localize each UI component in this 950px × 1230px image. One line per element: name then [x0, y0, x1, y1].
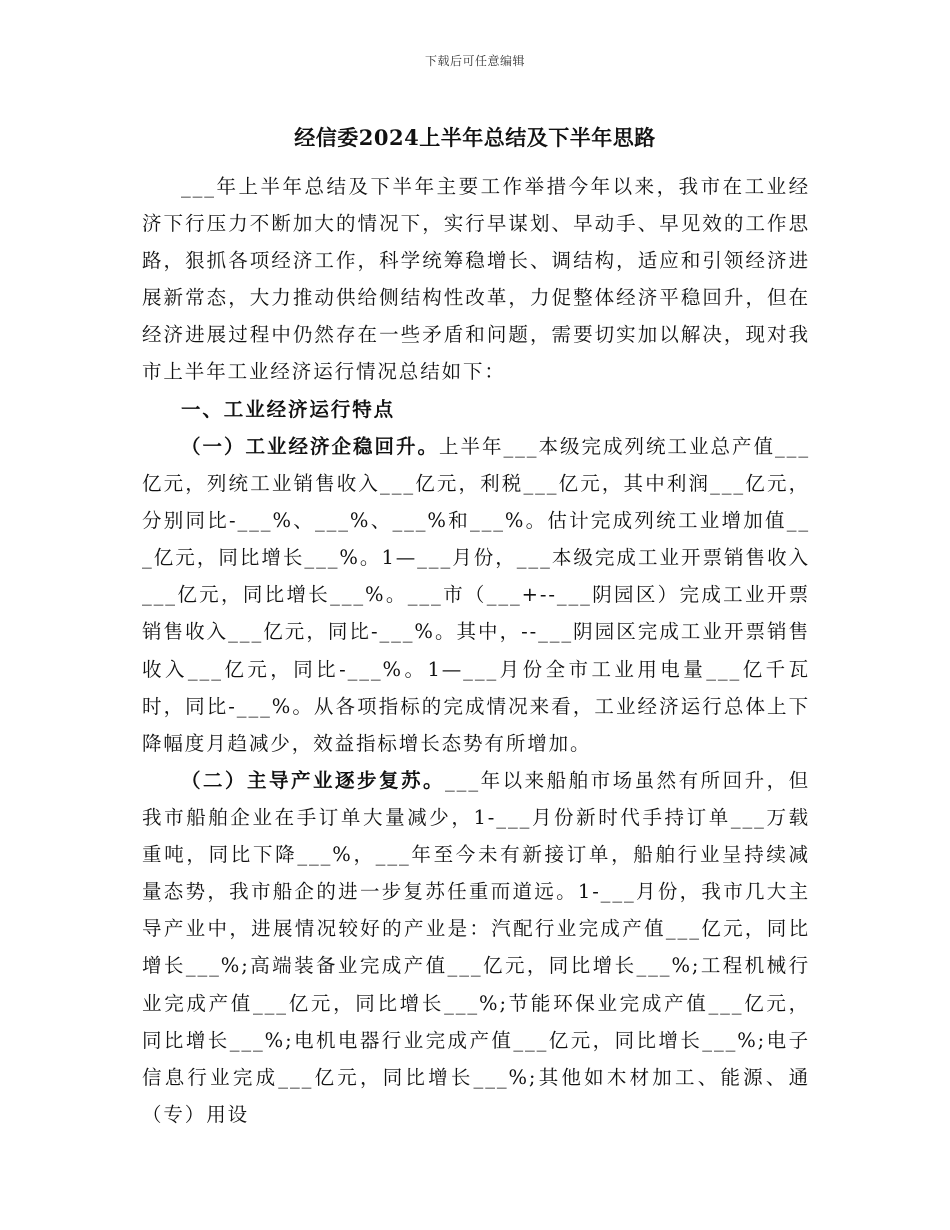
intro-body: [142, 168, 810, 391]
paragraph-2-lead: （二）主导产业逐步复苏。: [181, 769, 446, 792]
paragraph-1: [142, 428, 810, 762]
paragraph-1-block: [142, 428, 810, 762]
section-heading: 一、工业经济运行特点: [181, 398, 396, 421]
header-note: 下载后可任意编辑: [424, 54, 525, 68]
section-1-block: [142, 391, 810, 428]
paragraph-1-lead: （一）工业经济企稳回升。: [181, 435, 439, 458]
intro-paragraph: ___年上半年总结及下半年主要工作举措今年以来，我市在工业经济下行压力不断加大的情况下，实行早谋划、早动手、早见效的工作思路，狠抓各项经济工作，科学统筹稳增长、调结构，适应和引领经济进展新常态，大力推动供给侧结构性改革，力促整体经济平稳回升，但在经济进展过程中仍然存在一些矛盾和问题，需要切实加以解决，现对我市上半年工业经济运行情况总结如下：: [142, 175, 810, 384]
paragraph-1-text: 上半年___本级完成列统工业总产值___亿元，列统工业销售收入___亿元，利税___亿元，其中利润___亿元，分别同比-___%、___%、___%和___%。估计完成列统工业增加值___亿元，同比增长___%。1—___月份，___本级完成工业开票销售收入___亿元，同比增长___%。___市（___+--___阴园区）完成工业开票销售收入___亿元，同比-___%。其中，--___阴园区完成工业开票销售收入___亿元，同比-___%。1—___月份全市工业用电量___亿千瓦时，同比-___%。从各项指标的完成情况来看，工业经济运行总体上下降幅度月趋减少，效益指标增长态势有所增加。: [142, 435, 810, 755]
document-title: 经信委2024上半年总结及下半年思路: [294, 125, 656, 150]
paragraph-2-text: ___年以来船舶市场虽然有所回升，但我市船舶企业在手订单大量减少，1-___月份新时代手持订单___万载重吨，同比下降___%，___年至今未有新接订单，船舶行业呈持续减量态势，我市船企的进一步复苏任重而道远。1-___月份，我市几大主导产业中，进展情况较好的产业是：汽配行业完成产值___亿元，同比增长___%;高端装备业完成产值___亿元，同比增长___%;工程机械行业完成产值___亿元，同比增长___%;节能环保业完成产值___亿元，同比增长___%;电机电器行业完成产值___亿元，同比增长___%;电子信息行业完成___亿元，同比增长___%;其他如木材加工、能源、通（专）用设: [142, 769, 810, 1126]
paragraph-2: [142, 762, 810, 1133]
paragraph-2-block: [142, 762, 810, 1133]
